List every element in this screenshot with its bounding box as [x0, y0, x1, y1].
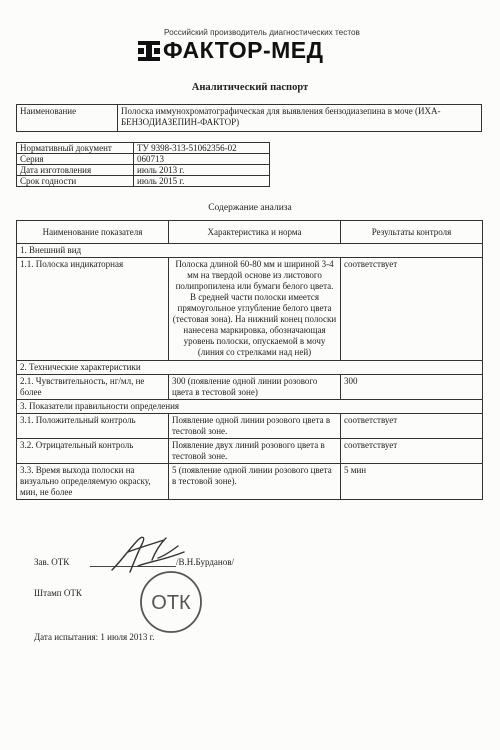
info-value: июль 2015 г. [134, 176, 270, 187]
indicator-norm: 5 (появление одной линии розового цвета в тестовой зоне). [169, 464, 341, 500]
indicator-result: 300 [341, 375, 483, 400]
section-row [17, 361, 483, 375]
section-title: 3. Показатели правильности определения [17, 400, 483, 414]
indicator-norm: Появление двух линий розового цвета в тестовой зоне. [169, 439, 341, 464]
column-header: Характеристика и норма [169, 221, 341, 244]
product-name-table [16, 104, 482, 132]
indicator-name: 3.3. Время выхода полоски на визуально определяемую окраску, мин, не более [17, 464, 169, 500]
info-value: июль 2013 г. [134, 165, 270, 176]
batch-info-table [16, 142, 270, 187]
indicator-result: соответствует [341, 414, 483, 439]
qc-stamp [135, 566, 207, 638]
qc-head-name: /В.Н.Бурданов/ [176, 557, 234, 567]
analysis-heading: Содержание анализа [208, 203, 292, 213]
table-row [17, 143, 270, 154]
stamp-text: ОТК [151, 592, 191, 614]
table-row [17, 176, 270, 187]
qc-head-label: Зав. ОТК [34, 557, 70, 567]
stamp-label: Штамп ОТК [34, 588, 82, 598]
table-row [17, 165, 270, 176]
indicator-norm: Появление одной линии розового цвета в тестовой зоне. [169, 414, 341, 439]
info-label: Нормативный документ [17, 143, 134, 154]
product-name-value: Полоска иммунохроматографическая для выявления бензодиазепина в моче (ИХА-БЕНЗОДИАЗЕПИН-ФАКТОР) [118, 105, 482, 132]
info-label: Серия [17, 154, 134, 165]
indicator-norm: Полоска длиной 60-80 мм и шириной 3-4 мм на твердой основе из листового полипропилена или бумаги белого цвета. В средней части полоски имеется прямоугольное углубление белого цвета (тестовая зона). На нижний конец полоски нанесена маркировка, обозначающая уровень полоски, опускаемой в мочу (линия со стрелками над ней) [169, 258, 341, 361]
product-name-row [17, 105, 482, 132]
test-date: Дата испытания: 1 июля 2013 г. [34, 632, 155, 642]
info-label: Срок годности [17, 176, 134, 187]
indicator-norm: 300 (появление одной линии розового цвета в тестовой зоне) [169, 375, 341, 400]
indicator-result: 5 мин [341, 464, 483, 500]
analysis-table [16, 220, 483, 500]
company-brand: ФАКТОР-МЕД [163, 37, 324, 63]
company-tagline: Российский производитель диагностических тестов [164, 28, 360, 37]
info-label: Дата изготовления [17, 165, 134, 176]
table-row [17, 375, 483, 400]
indicator-result: соответствует [341, 439, 483, 464]
section-row [17, 400, 483, 414]
indicator-name: 1.1. Полоска индикаторная [17, 258, 169, 361]
factor-med-logo-icon [137, 39, 161, 63]
table-row [17, 414, 483, 439]
column-header: Наименование показателя [17, 221, 169, 244]
table-row [17, 439, 483, 464]
info-value: ТУ 9398-313-51062356-02 [134, 143, 270, 154]
indicator-name: 3.2. Отрицательный контроль [17, 439, 169, 464]
table-row [17, 154, 270, 165]
info-value: 060713 [134, 154, 270, 165]
indicator-name: 3.1. Положительный контроль [17, 414, 169, 439]
analysis-header-row [17, 221, 483, 244]
section-title: 2. Технические характеристики [17, 361, 483, 375]
column-header: Результаты контроля [341, 221, 483, 244]
indicator-name: 2.1. Чувствительность, нг/мл, не более [17, 375, 169, 400]
indicator-result: соответствует [341, 258, 483, 361]
section-row [17, 244, 483, 258]
product-name-label: Наименование [17, 105, 118, 132]
document-title: Аналитический паспорт [191, 82, 309, 93]
table-row [17, 464, 483, 500]
section-title: 1. Внешний вид [17, 244, 483, 258]
table-row [17, 258, 483, 361]
